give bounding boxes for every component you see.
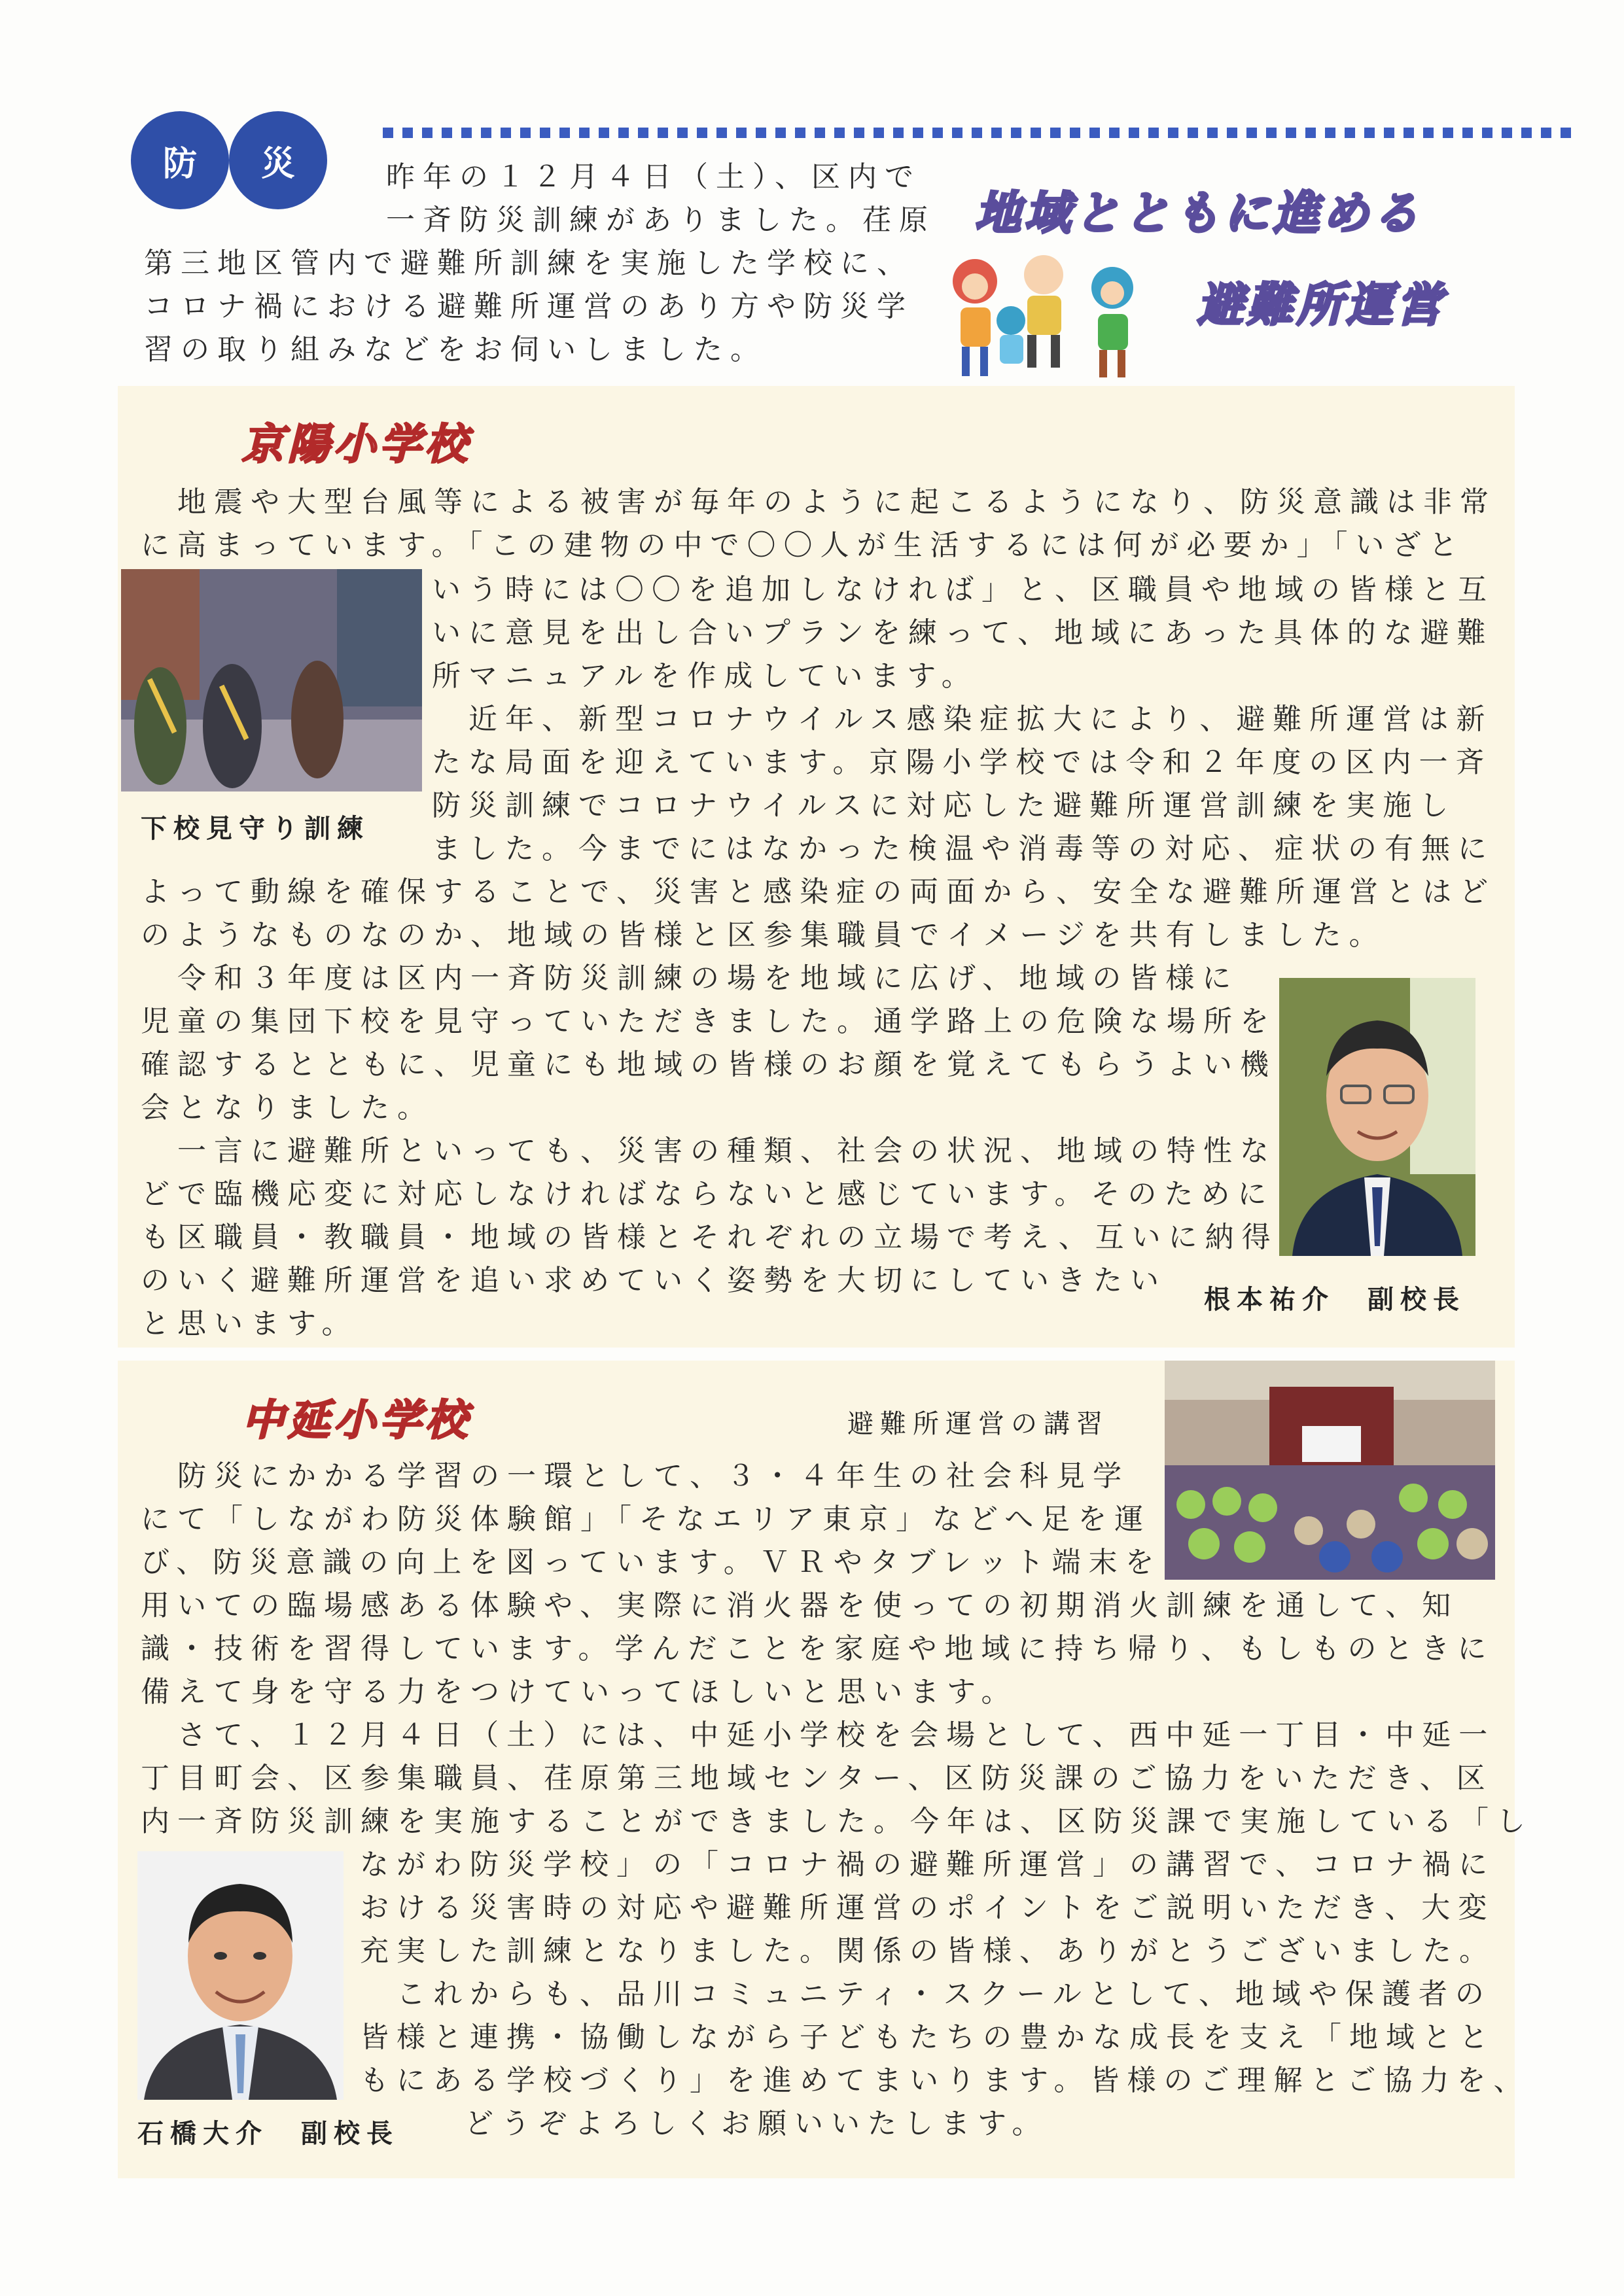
nakanobu-text-full [141,1584,1533,1843]
keiyo-text-left-of-photo [141,957,1279,1346]
text-line: にて「しながわ防災体験館」「そなエリア東京」などへ足を運 [141,1503,1152,1536]
intro-text [386,156,936,242]
photo-caption-ishibashi: 石橋大介 副校長 [137,2119,399,2149]
text-line: たな局面を迎えています。京陽小学校では令和２年度の区内一斉 [432,746,1492,779]
text-line: おける災害時の対応や避難所運営のポイントをご説明いただき、大変 [360,1891,1495,1924]
text-line: さて、１２月４日（土）には、中延小学校を会場として、西中延一丁目・中延一 [177,1718,1496,1752]
text-line: と思います。 [141,1307,359,1340]
text-line: ながわ防災学校」の「コロナ禍の避難所運営」の講習で、コロナ禍に [360,1848,1496,1881]
text-line: いう時には〇〇を追加しなければ」と、区職員や地域の皆様と互 [432,573,1494,606]
text-line: 用いての臨場感ある体験や、実際に消火器を使っての初期消火訓練を通して、知 [141,1589,1459,1622]
photo-evacuation-seminar [1165,1361,1495,1580]
photo-school-escort-drill [121,569,422,791]
text-line: に高まっています。「この建物の中で〇〇人が生活するには何が必要か」「いざと [141,529,1466,562]
photo-caption-seminar: 避難所運営の講習 [847,1409,1109,1439]
keiyo-text-mid [432,568,1494,871]
photo-caption-nemoto: 根本祐介 副校長 [1204,1285,1466,1315]
text-line: これからも、品川コミュニティ・スクールとして、地域や保護者の [397,1977,1492,2011]
keiyo-text-full [141,871,1496,957]
text-line: 防災訓練でコロナウイルスに対応した避難所運営訓練を実施し [432,789,1456,822]
nakanobu-text-right [360,1843,1530,2146]
intro-line: コロナ禍における避難所運営のあり方や防災学 [144,290,913,323]
text-line: 充実した訓練となりました。関係の皆様、ありがとうございました。 [360,1934,1496,1968]
intro-line: 一斉防災訓練がありました。荏原 [386,203,936,237]
keiyo-text-top [141,481,1496,567]
text-line: び、防災意識の向上を図っています。ＶＲやタブレット端末を [141,1546,1162,1579]
intro-text-full [144,242,913,372]
text-line: のようなものなのか、地域の皆様と区参集職員でイメージを共有しました。 [141,918,1386,952]
text-line: 児童の集団下校を見守っていただきました。通学路上の危険な場所を [141,1005,1277,1038]
text-line: 確認するとともに、児童にも地域の皆様のお顔を覚えてもらうよい機 [141,1048,1277,1081]
text-line: 皆様と連携・協働しながら子どもたちの豊かな成長を支え「地域とと [360,2021,1496,2054]
text-line: どで臨機応変に対応しなければならないと感じています。そのために [141,1177,1275,1211]
text-line: 防災にかかる学習の一環として、３・４年生の社会科見学 [177,1459,1130,1493]
text-line: 地震や大型台風等による被害が毎年のように起こるようになり、防災意識は非常 [177,485,1496,519]
page-title-line-2: 避難所運営 [1197,278,1446,332]
badge-sai: 災 [229,111,327,209]
children-evacuating-illustration [936,249,1158,386]
text-line: 会となりました。 [141,1091,434,1124]
photo-portrait-nemoto [1279,978,1475,1256]
text-line: よって動線を確保することで、災害と感染症の両面から、安全な避難所運営とはど [141,875,1496,909]
intro-line: 昨年の１２月４日（土）、区内で [386,160,921,194]
text-line: も区職員・教職員・地域の皆様とそれぞれの立場で考え、互いに納得 [141,1221,1279,1254]
text-line: 丁目町会、区参集職員、荏原第三地域センター、区防災課のご協力をいただき、区 [141,1762,1493,1795]
text-line: 備えて身を守る力をつけていってほしいと思います。 [141,1675,1018,1709]
text-line: 一言に避難所といっても、災害の種類、社会の状況、地域の特性な [177,1134,1277,1168]
text-line: 内一斉防災訓練を実施することができました。今年は、区防災課で実施している「し [141,1805,1533,1838]
intro-line: 第三地区管内で避難所訓練を実施した学校に、 [144,247,913,280]
intro-line: 習の取り組みなどをお伺いしました。 [144,333,767,366]
header-dotted-rule [383,128,1574,138]
page-title-line-1: 地域とともに進める [975,186,1422,240]
photo-portrait-ishibashi [137,1851,344,2100]
text-line: 令和３年度は区内一斉防災訓練の場を地域に広げ、地域の皆様に [177,962,1239,995]
text-line: 識・技術を習得しています。学んだことを家庭や地域に持ち帰り、もしものときに [141,1632,1494,1665]
text-line: 近年、新型コロナウイルス感染症拡大により、避難所運営は新 [468,703,1493,736]
text-line: いに意見を出し合いプランを練って、地域にあった具体的な避難 [432,616,1494,650]
nakanobu-text-top [141,1455,1162,1584]
section-title-keiyo: 京陽小学校 [242,421,471,469]
text-line: ました。今までにはなかった検温や消毒等の対応、症状の有無に [432,832,1494,865]
text-line: のいく避難所運営を追い求めていく姿勢を大切にしていきたい [141,1264,1167,1297]
text-line: どうぞよろしくお願いいたします。 [465,2107,1049,2140]
badge-bou: 防 [131,111,229,209]
text-line: 所マニュアルを作成しています。 [432,659,978,693]
text-line: もにある学校づくり」を進めてまいります。皆様のご理解とご協力を、 [360,2064,1530,2097]
section-title-nakanobu: 中延小学校 [242,1397,471,1445]
photo-caption-escort: 下校見守り訓練 [141,814,370,844]
